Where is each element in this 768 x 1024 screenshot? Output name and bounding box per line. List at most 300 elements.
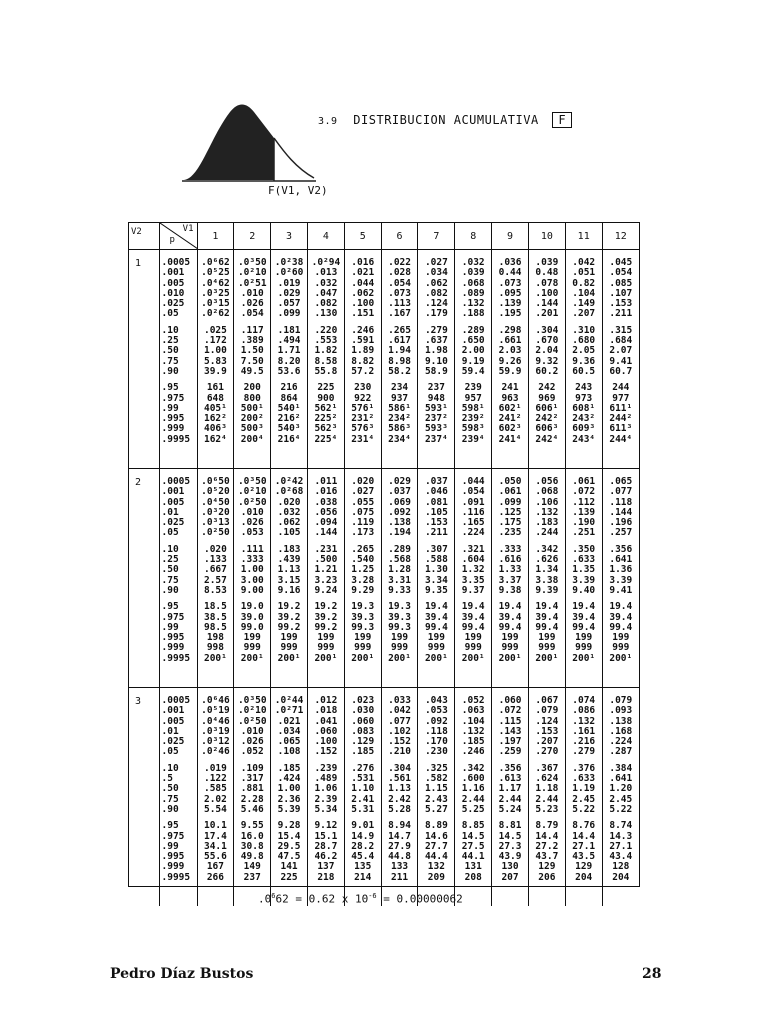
f-value: 1.82 [314, 345, 338, 357]
f-value: .195 [498, 308, 522, 320]
footnote-lhs-prefix: .0 [258, 892, 272, 906]
f-value: .013 [314, 267, 338, 279]
value-group [566, 477, 602, 539]
f-value: 593¹ [424, 402, 448, 414]
header [180, 98, 600, 208]
value-group [603, 602, 639, 664]
f-value: 200¹ [203, 652, 227, 664]
f-value: 200¹ [498, 652, 522, 664]
f-value: .069 [388, 496, 411, 508]
f-value: 200 [243, 382, 261, 394]
f-value: .116 [461, 506, 485, 518]
f-value: .0⁵20 [201, 486, 230, 498]
f-value: .0³19 [201, 725, 230, 737]
f-value: .661 [498, 335, 522, 347]
p-value: .75 [161, 355, 179, 367]
p-group [162, 477, 197, 539]
p-value: .05 [161, 746, 179, 758]
f-value: 598¹ [461, 402, 485, 414]
f-value: 218 [317, 871, 335, 883]
f-value: 1.33 [498, 564, 522, 576]
value-group [234, 764, 270, 815]
f-value: .106 [535, 496, 559, 508]
f-value: .124 [424, 298, 448, 310]
f-value: .211 [424, 527, 448, 539]
f-value: 3.15 [277, 574, 301, 586]
f-value: .122 [203, 773, 227, 785]
value-cell [492, 469, 529, 688]
f-value: 593³ [424, 423, 448, 435]
value-group [198, 477, 234, 539]
f-value: 2.36 [277, 793, 301, 805]
f-value: 266 [206, 871, 224, 883]
f-value: 5.24 [498, 803, 522, 815]
f-value: 800 [243, 392, 261, 404]
f-value: .060 [314, 725, 338, 737]
f-value: 216² [277, 413, 301, 425]
p-value: .975 [161, 830, 185, 842]
f-value: 999 [427, 642, 445, 654]
f-value: .342 [461, 762, 485, 774]
f-value: 237 [427, 382, 445, 394]
p-value: .999 [161, 861, 185, 873]
f-value: .083 [351, 725, 375, 737]
f-value: 999 [612, 642, 630, 654]
f-value: .152 [314, 746, 338, 758]
f-value: 9.19 [461, 355, 485, 367]
value-cell [197, 688, 234, 907]
p-group [162, 602, 197, 664]
value-group [529, 477, 565, 539]
f-value: 1.34 [535, 564, 559, 576]
value-group [492, 326, 528, 377]
f-value: 8.98 [388, 355, 411, 367]
f-value: .342 [535, 543, 559, 555]
f-value: .091 [461, 496, 485, 508]
value-cell [528, 688, 565, 907]
f-value: .115 [498, 715, 522, 727]
f-value: .143 [498, 725, 522, 737]
p-value: .001 [161, 486, 185, 498]
f-value: 230 [354, 382, 372, 394]
p-value: .0005 [161, 257, 191, 268]
f-value: .130 [314, 308, 338, 320]
f-value: 60.7 [609, 365, 633, 377]
value-group [308, 764, 344, 815]
f-value: 5.34 [314, 803, 338, 815]
f-value: 9.41 [609, 584, 633, 596]
f-value: 2.41 [351, 793, 375, 805]
value-group [234, 383, 270, 445]
f-value: 60.2 [535, 365, 559, 377]
f-value: .129 [351, 736, 375, 748]
f-value: 137 [317, 861, 335, 873]
f-value: 8.94 [388, 820, 411, 832]
f-value: .077 [609, 486, 633, 498]
f-value: 9.32 [535, 355, 559, 367]
f-value: 234 [390, 382, 409, 394]
f-value: .196 [609, 517, 633, 529]
f-value: 39.4 [535, 611, 559, 623]
f-value: .0²38 [274, 257, 304, 268]
f-value: 9.41 [609, 355, 633, 367]
value-cell [381, 250, 418, 469]
f-value: 242⁴ [535, 433, 559, 445]
f-value: 98.5 [203, 621, 227, 633]
f-value: .056 [535, 476, 559, 487]
p-value: .95 [161, 820, 179, 832]
f-value: .179 [424, 308, 448, 320]
f-value: 133 [390, 861, 409, 873]
p-value: .75 [161, 793, 179, 805]
f-value: .367 [535, 762, 559, 774]
f-value: .050 [498, 476, 522, 487]
f-value: 60.5 [572, 365, 596, 377]
f-value: 648 [206, 392, 224, 404]
f-value: .019 [203, 762, 227, 774]
f-value: .012 [314, 695, 338, 706]
f-value: 18.5 [203, 601, 227, 613]
f-value: 14.3 [609, 830, 633, 842]
f-value: 19.3 [351, 601, 375, 613]
f-value: .065 [609, 476, 633, 487]
f-value: .304 [535, 324, 559, 336]
value-cell [271, 688, 308, 907]
f-value: 2.45 [572, 793, 596, 805]
f-value: 9.01 [351, 820, 375, 832]
f-value: .144 [314, 527, 338, 539]
f-value: 204 [612, 871, 630, 883]
f-value: .032 [314, 277, 338, 289]
f-value: 43.7 [535, 851, 559, 863]
f-value: 1.21 [314, 564, 338, 576]
value-group [345, 258, 381, 320]
f-value: 2.42 [388, 793, 411, 805]
f-value: .185 [277, 762, 301, 774]
f-value: .149 [572, 298, 596, 310]
f-value: 999 [317, 642, 335, 654]
f-value: 15.4 [277, 830, 301, 842]
f-value: 128 [612, 861, 630, 873]
section-number: 3.9 [318, 116, 338, 127]
f-value: 39.4 [572, 611, 596, 623]
value-group [418, 383, 454, 445]
value-cell [602, 250, 639, 469]
f-value: .175 [498, 517, 522, 529]
f-value: 606¹ [535, 402, 559, 414]
v1-header: V1 [182, 224, 194, 234]
p-value: .0005 [161, 695, 191, 706]
f-value: 19.2 [277, 601, 301, 613]
f-value: 9.26 [498, 355, 522, 367]
p-value: .25 [161, 335, 179, 347]
value-group [529, 764, 565, 815]
value-group [345, 383, 381, 445]
f-value: 43.5 [572, 851, 596, 863]
p-value: .999 [161, 642, 185, 654]
f-value: .194 [388, 527, 411, 539]
f-value: .304 [388, 762, 411, 774]
f-value: 225⁴ [314, 433, 338, 445]
f-value: 1.10 [351, 783, 375, 795]
value-group [603, 477, 639, 539]
f-value: .190 [572, 517, 596, 529]
f-value: .092 [388, 506, 411, 518]
p-value: .999 [161, 423, 185, 435]
f-value: 19.4 [424, 601, 448, 613]
f-value: .170 [424, 736, 448, 748]
f-value: .060 [351, 715, 375, 727]
f-value: .081 [424, 496, 448, 508]
f-value: 43.4 [609, 851, 633, 863]
f-value: 214 [354, 871, 372, 883]
f-value: 244 [612, 382, 630, 394]
p-value: .10 [161, 324, 179, 336]
value-group [345, 696, 381, 758]
f-value: 59.9 [498, 365, 522, 377]
footnote-rhs-a: = 0.62 x 10 [288, 892, 369, 906]
f-value: 602³ [498, 423, 522, 435]
f-value: 200⁴ [240, 433, 264, 445]
f-value: .107 [609, 287, 633, 299]
value-group [566, 764, 602, 815]
f-value: .0³13 [201, 517, 230, 529]
f-value: .161 [572, 725, 596, 737]
f-value: .224 [461, 527, 485, 539]
curve-label: F(V1, V2) [268, 184, 328, 197]
f-value: .641 [609, 773, 633, 785]
p-value: .995 [161, 632, 185, 644]
f-value: .153 [535, 725, 559, 737]
f-value: 999 [280, 642, 298, 654]
f-value: .239 [314, 762, 338, 774]
f-value: 14.9 [351, 830, 375, 842]
f-value: .077 [388, 715, 411, 727]
f-value: .317 [240, 773, 264, 785]
table-body [129, 250, 639, 907]
f-value: 608¹ [572, 402, 596, 414]
value-group [492, 602, 528, 664]
f-value: .108 [277, 746, 301, 758]
f-value: .633 [572, 554, 596, 566]
value-group [455, 383, 491, 445]
f-value: .042 [388, 705, 411, 717]
f-value: .052 [240, 746, 264, 758]
f-value: 1.50 [240, 345, 264, 357]
f-value: .684 [609, 335, 633, 347]
f-value: 39.4 [424, 611, 448, 623]
f-value: 27.2 [535, 840, 559, 852]
value-group [603, 326, 639, 377]
f-value: .075 [351, 506, 375, 518]
value-group [566, 545, 602, 596]
f-value: 900 [317, 392, 335, 404]
f-value: 241² [498, 413, 522, 425]
f-value: .139 [498, 298, 522, 310]
f-value: 3.35 [461, 574, 485, 586]
f-value: .0⁵25 [201, 267, 230, 279]
f-value: 922 [354, 392, 372, 404]
f-value: .133 [203, 554, 227, 566]
v1-column-header: 12 [602, 223, 639, 250]
f-value: .0⁴62 [201, 277, 230, 289]
f-value: 162⁴ [203, 433, 227, 445]
f-value: 200² [240, 413, 264, 425]
value-group [418, 821, 454, 883]
f-value: .165 [461, 517, 485, 529]
f-value: 239 [464, 382, 482, 394]
value-cell [271, 469, 308, 688]
value-group [418, 545, 454, 596]
f-value: 3.38 [535, 574, 559, 586]
f-value: 39.4 [461, 611, 485, 623]
f-value: .489 [314, 773, 338, 785]
f-value: 9.28 [277, 820, 301, 832]
f-value: .099 [277, 308, 301, 320]
p-v1-corner-cell [159, 223, 197, 250]
f-value: .500 [314, 554, 338, 566]
f-value: 131 [464, 861, 482, 873]
f-value: 19.4 [498, 601, 522, 613]
f-value: .086 [572, 705, 596, 717]
f-value: .062 [424, 277, 448, 289]
f-value: .279 [424, 324, 448, 336]
f-value: .553 [314, 335, 338, 347]
f-value: 225 [317, 382, 335, 394]
f-value: .074 [572, 695, 596, 706]
f-value: 2.44 [461, 793, 485, 805]
f-value: 8.79 [535, 820, 559, 832]
p-value: .99 [161, 402, 179, 414]
value-group [492, 383, 528, 445]
f-value: .604 [461, 554, 485, 566]
v1-column-header: 6 [381, 223, 418, 250]
v2-block-row [129, 688, 639, 907]
p-value: .95 [161, 601, 179, 613]
f-value: .022 [388, 257, 411, 268]
value-cell [307, 688, 344, 907]
f-value: 28.7 [314, 840, 338, 852]
f-value: 243² [572, 413, 596, 425]
v2-value: 2 [129, 469, 159, 688]
value-group [345, 326, 381, 377]
f-value: 27.7 [424, 840, 448, 852]
value-cell [492, 250, 529, 469]
value-group [345, 764, 381, 815]
f-value: 199 [501, 632, 519, 644]
f-value: .073 [388, 287, 411, 299]
f-value: 611³ [609, 423, 633, 435]
value-group [492, 258, 528, 320]
p-value: .10 [161, 543, 179, 555]
f-value: .680 [572, 335, 596, 347]
p-value: .0005 [161, 476, 191, 487]
f-value: .068 [461, 277, 485, 289]
f-value: 200¹ [240, 652, 264, 664]
p-value: .995 [161, 413, 185, 425]
f-value: 500³ [240, 423, 264, 435]
footnote-rhs-exp: -6 [368, 892, 377, 900]
f-value: 141 [280, 861, 298, 873]
p-value: .25 [161, 554, 179, 566]
value-cell [602, 688, 639, 907]
f-value: 609³ [572, 423, 596, 435]
v1-column-header: 3 [271, 223, 308, 250]
f-value: 99.0 [240, 621, 264, 633]
f-value: .0⁴46 [201, 715, 230, 727]
f-value: 8.89 [424, 820, 448, 832]
footnote-rhs-b: = 0.00000062 [376, 892, 463, 906]
f-value: .118 [424, 725, 448, 737]
f-value: 1.35 [572, 564, 596, 576]
f-value: 1.15 [424, 783, 448, 795]
f-value: 2.57 [203, 574, 227, 586]
p-value: .010 [161, 287, 185, 299]
value-cell [528, 250, 565, 469]
f-value: 237 [243, 871, 261, 883]
p-values-cell [159, 688, 197, 907]
f-value: 3.00 [240, 574, 264, 586]
p-value: .90 [161, 365, 179, 377]
f-value: 8.81 [498, 820, 522, 832]
f-value: .616 [498, 554, 522, 566]
f-value: .259 [498, 746, 522, 758]
f-distribution-table [128, 222, 640, 887]
p-value: .005 [161, 715, 185, 727]
f-value: 39.2 [314, 611, 338, 623]
value-cell [455, 469, 492, 688]
f-value: 44.8 [388, 851, 411, 863]
f-value: 9.29 [351, 584, 375, 596]
p-value: .10 [161, 762, 179, 774]
f-value: 3.23 [314, 574, 338, 586]
value-group [308, 602, 344, 664]
value-group [529, 602, 565, 664]
f-value: .173 [351, 527, 375, 539]
f-value: 500¹ [240, 402, 264, 414]
f-value: .021 [277, 715, 301, 727]
f-value: .132 [535, 506, 559, 518]
f-value: 2.03 [498, 345, 522, 357]
p-values-cell [159, 469, 197, 688]
f-value: 0.44 [498, 267, 522, 279]
f-value: 999 [354, 642, 372, 654]
f-value: .0²50 [237, 496, 267, 508]
f-value: 216⁴ [277, 433, 301, 445]
p-value: .01 [161, 506, 179, 518]
f-value: .0⁶50 [201, 476, 230, 487]
f-value: 199 [612, 632, 630, 644]
f-value: 19.4 [572, 601, 596, 613]
f-value: .389 [240, 335, 264, 347]
value-group [382, 696, 418, 758]
f-value: 99.4 [609, 621, 633, 633]
f-value: .0²50 [237, 715, 267, 727]
f-value: 1.28 [388, 564, 411, 576]
f-value: .042 [572, 257, 596, 268]
f-value: 47.5 [277, 851, 301, 863]
f-value: .051 [572, 267, 596, 279]
value-cell [381, 469, 418, 688]
f-value: 27.1 [609, 840, 633, 852]
f-value: .138 [609, 715, 633, 727]
f-value: .0³50 [237, 257, 267, 268]
f-value: .029 [277, 287, 301, 299]
f-value: .046 [424, 486, 448, 498]
f-value: 602¹ [498, 402, 522, 414]
p-group [162, 383, 197, 445]
f-value: 38.5 [203, 611, 227, 623]
